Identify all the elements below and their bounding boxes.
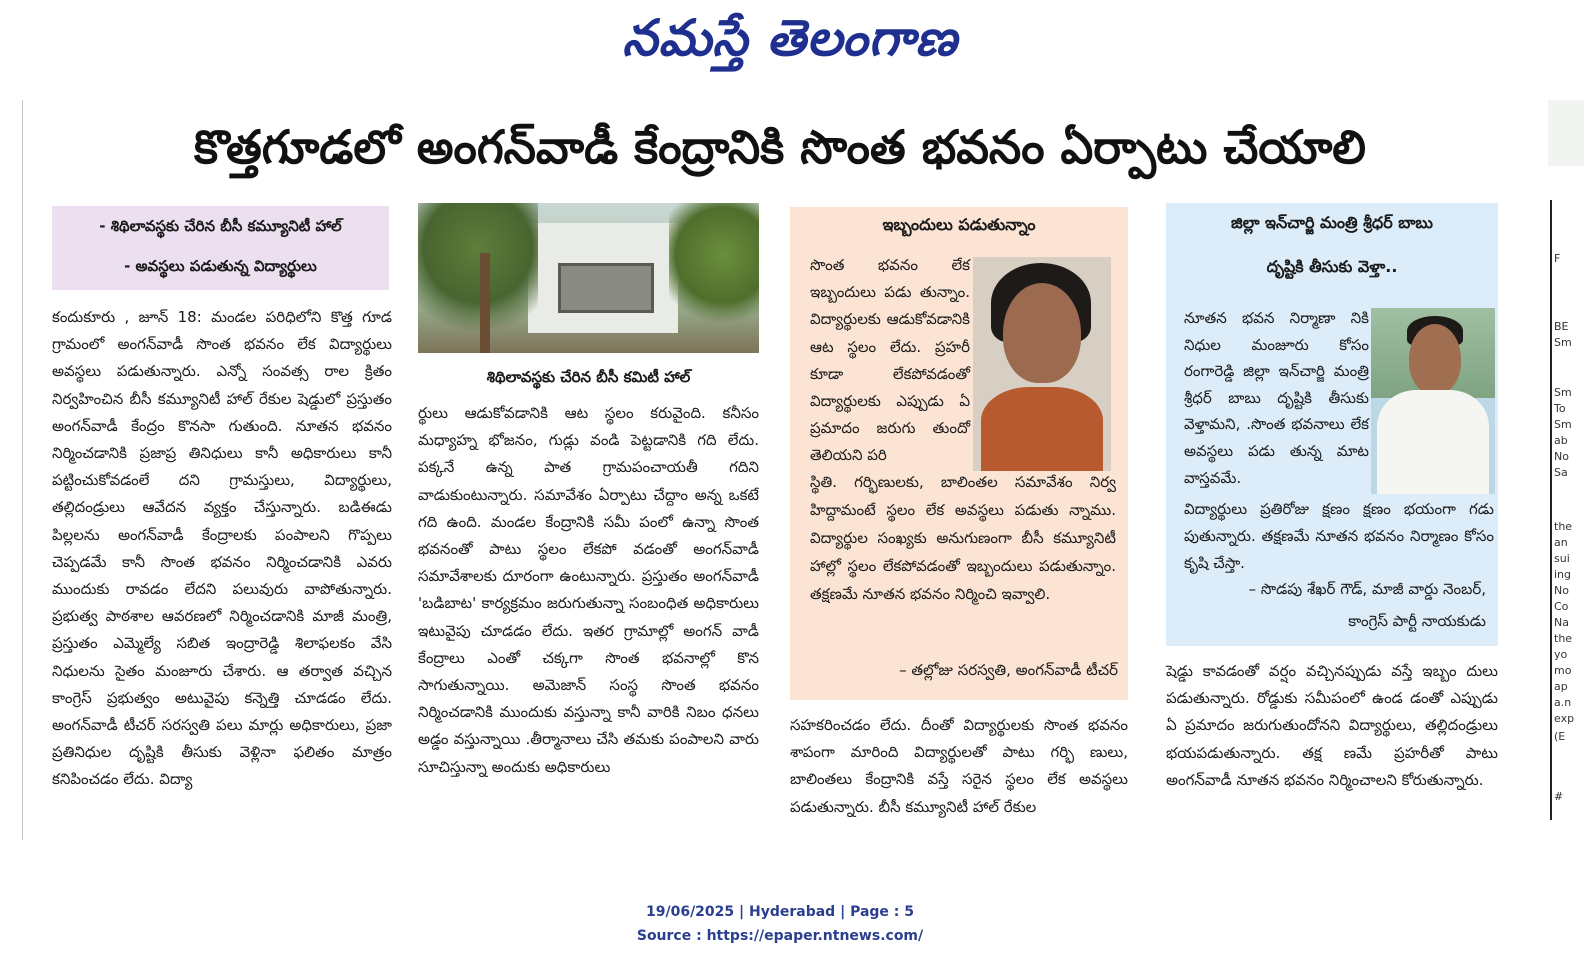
edge-text: F [1554,252,1561,265]
edge-text: mo [1554,664,1572,677]
photo-tree-trunk [480,253,490,353]
edge-text: an [1554,536,1568,549]
edge-text: exp [1554,712,1575,725]
edge-text: ap [1554,680,1568,693]
portrait-face [1003,283,1081,383]
edge-text: Sm [1554,418,1572,431]
quote-box-teacher-signature: – తల్లోజు సరస్వతి, అంగన్‌వాడీ టీచర్ [899,661,1118,679]
article-text-col1: కందుకూరు , జూన్ 18: మండల పరిధిలోని కొత్త గూడ గ్రామంలో అంగన్‌వాడీ సొంత భవనం లేక విద్యార్థులు అవస్థలు పడుతున్నారు. ఎన్నో సంవత్స రాల క్రితం నిర్వహించిన బీసీ కమ్యూనిటీ హాల్ రేకుల షెడ్డులో ప్రస్తుతం అంగన్‌వాడీ కేంద్రం కొనసా గుతుంది. నూతన భవనం నిర్మించడానికి ప్రజాప్ర తినిధులు కానీ అధికారులు కానీ పట్టించుకోవడంలే దని గ్రామస్తులు, విద్యార్థులు, తల్లిదండ్రులు ఆవేదన వ్యక్తం చేస్తున్నారు. బడిఈడు పిల్లలను అంగన్‌వాడీ కేంద్రాలకు పంపాలని గొప్పలు చెప్పడమే కానీ సొంత భవనం నిర్మించడానికి ఎవరు ముందుకు రావడం లేదని పలువురు వాపోతున్నారు. ప్రభుత్వ పాఠశాల ఆవరణలో నిర్మించడానికి మాజీ మంత్రి, ప్రస్తుతం ఎమ్మెల్యే సబిత ఇంద్రారెడ్డి శిలాఫలకం వేసి నిధులను సైతం మంజూరు చేశారు. ఆ తర్వాత వచ్చిన కాంగ్రెస్ ప్రభుత్వం అటువైపు కన్నెత్తి చూడడం లేదు. అంగన్‌వాడీ టీచర్ సరస్వతి పలు మార్లు అధికారులు, ప్రజా ప్రతినిధుల దృష్టికి తీసుకు వెళ్లినా ఫలితం మాత్రం కనిపించడం లేదు. విద్యా [52,308,392,789]
quote-box-leader-title [1166,203,1498,281]
edge-text: # [1554,790,1564,803]
source-link[interactable]: Source : https://epaper.ntnews.com/ [636,928,924,944]
article-column-2 [418,400,759,830]
edge-text: BE [1554,320,1569,333]
edge-text: To [1554,402,1566,415]
photo-tree-right [669,203,759,333]
edge-text: No [1554,450,1569,463]
edge-text: the [1554,520,1573,533]
portrait-saree [981,387,1103,471]
edge-text: yo [1554,648,1568,661]
quote-box-teacher-full-text [810,468,1116,608]
subhead-2: - అవస్థలు పడుతున్న విద్యార్థులు [124,257,317,275]
quote-box-leader-signature-line-1: – సొడపు శేఖర్ గౌడ్, మాజీ వార్డు నెంబర్, [1248,580,1486,598]
adjacent-page-photo-edge [1548,100,1584,166]
quote-box-teacher-side-text [810,252,970,470]
quote-1-text-side: సొంత భవనం లేక ఇబ్బందులు పడు తున్నాం. విద్యార్థులకు ఆడుకోవడానికి ఆట స్థలం లేదు. ప్రహరీ కూడా లేకపోవడంతో విద్యార్థులకు ఎప్పుడు ఏ ప్రమాదం జరుగు తుందో తెలియని పరి [810,256,970,465]
photo-plaque [558,263,654,313]
article-column-1 [52,304,392,834]
article-column-3 [790,712,1128,832]
newspaper-masthead: నమస్తే తెలంగాణ [622,8,958,67]
leader-portrait [1371,308,1495,494]
quote-box-leader [1166,203,1498,646]
page-dateline: 19/06/2025 | Hyderabad | Page : 5 [645,904,915,920]
article-text-col2: ర్థులు ఆడుకోవడానికి ఆట స్థలం కరువైంది. కనీసం మధ్యాహ్న భోజనం, గుడ్లు వండి పెట్టడానికి గది లేదు. పక్కనే ఉన్న పాత గ్రామపంచాయతీ గదిని వాడుకుంటున్నారు. సమావేశం ఏర్పాటు చేద్దాం అన్న ఒకటే గది ఉంది. మండల కేంద్రానికి సమీ పంలో ఉన్నా సొంత భవనంతో పాటు స్థలం లేకపో వడంతో అంగన్‌వాడీ సమావేశాలకు దూరంగా ఉంటున్నారు. ప్రస్తుతం అంగన్‌వాడీ 'బడిబాట' కార్యక్రమం జరుగుతున్నా సంబంధిత అధికారులు ఇటువైపు చూడడం లేదు. ఇతర గ్రామాల్లో అంగన్ వాడీ కేంద్రాలు ఎంతో చక్కగా సొంత భవనాల్లో కొన సాగుతున్నాయి. అమెజాన్ సంస్థ సొంత భవనం నిర్మించడానికి ముందుకు వస్తున్నా కానీ వారికి నిబం ధనలు అడ్డం వస్తున్నాయి .తీర్మానాలు చేసి తమకు పంపాలని వారు సూచిస్తున్నా అందుకు అధికారులు [418,404,759,776]
edge-text: ing [1554,568,1572,581]
edge-text: No [1554,584,1569,597]
quote-1-text-full: స్థితి. గర్భిణులకు, బాలింతల సమావేశం నిర్వ హిద్దామంటే స్థలం లేక అవస్థలు పడుతు న్నాము. విద్యార్థుల సంఖ్యకు అనుగుణంగా బీసీ కమ్యూనిటీ హాల్లో స్థలం లేకపోవడంతో ఇబ్బందులు పడుతున్నాం. తక్షణమే నూతన భవనం నిర్మించి ఇవ్వాలి. [810,473,1116,603]
article-text-col4: షెడ్డు కావడంతో వర్షం వచ్చినప్పుడు వస్తే ఇబ్బం దులు పడుతున్నారు. రోడ్డుకు సమీపంలో ఉండ డంతో ఎప్పుడు ఏ ప్రమాదం జరుగుతుందోనని విద్యార్థులు, తల్లిదండ్రులు భయపడుతున్నారు. తక్ష ణమే ప్రహరీతో పాటు అంగన్‌వాడీ నూతన భవనం నిర్మించాలని కోరుతున్నారు. [1166,662,1498,789]
edge-text: the [1554,632,1573,645]
article-column-4 [1166,658,1498,828]
edge-text: Co [1554,600,1569,613]
article-text-col3: సహకరించడం లేదు. దీంతో విద్యార్థులకు సొంత భవనం శాపంగా మారింది విద్యార్థులతో పాటు గర్భి ణులు, బాలింతలు కేంద్రానికి వస్తే సరైన స్థలం లేక అవస్థలు పడుతున్నారు. బీసీ కమ్యూనిటీ హాల్ రేకుల [790,716,1128,816]
subhead-1: - శిథిలావస్థకు చేరిన బీసీ కమ్యూనిటీ హాల్ [99,217,342,235]
adjacent-article-edge [1550,200,1584,820]
edge-text: Sm [1554,386,1572,399]
edge-text: (E [1554,730,1566,743]
quote-box-teacher-title: ఇబ్బందులు పడుతున్నాం [882,215,1036,234]
community-hall-photo [418,203,759,353]
quote-box-leader-title-line-1: జిల్లా ఇన్‌చార్జి మంత్రి శ్రీధర్ బాబు [1231,213,1433,232]
quote-box-leader-title-line-2: దృష్టికి తీసుకు వెళ్తా.. [1266,257,1398,276]
quote-box-teacher [790,207,1128,700]
teacher-portrait [973,257,1111,471]
edge-text: ab [1554,434,1568,447]
article-subheads [52,206,389,290]
quote-2-text-full: విద్యార్థులు ప్రతిరోజు క్షణం క్షణం భయంగా గడు పుతున్నారు. తక్షణమే నూతన భవనం నిర్మాణం కోసం కృషి చేస్తా. [1184,500,1494,572]
left-divider [22,100,23,840]
edge-text: sui [1554,552,1570,565]
quote-2-text-side: నూతన భవన నిర్మాణా నికి నిధుల మంజూరు కోసం రంగారెడ్డి జిల్లా ఇన్‌చార్జి మంత్రి శ్రీధర్ బాబు దృష్టికి తీసుకు వెళ్తామని, .సొంత భవనాలు లేక అవస్థలు పడు తున్న మాట వాస్తవమే. [1184,309,1369,487]
portrait-shirt [1377,390,1489,494]
photo-caption: శిథిలావస్థకు చేరిన బీసీ కమిటీ హాల్ [486,368,691,386]
quote-box-leader-signature-line-2: కాంగ్రెస్ పార్టీ నాయకుడు [1348,612,1486,630]
edge-text: Sa [1554,466,1568,479]
quote-box-leader-full-text [1184,496,1494,577]
quote-box-leader-side-text [1184,305,1369,491]
article-headline: కొత్తగూడలో అంగన్‌వాడీ కేంద్రానికి సొంత భవనం ఏర్పాటు చేయాలి [194,120,1366,174]
edge-text: Na [1554,616,1569,629]
edge-text: a.n [1554,696,1572,709]
edge-text: Sm [1554,336,1572,349]
quote-box-leader-signature [1166,573,1486,637]
photo-tree [418,203,538,353]
portrait-face [1409,324,1461,394]
